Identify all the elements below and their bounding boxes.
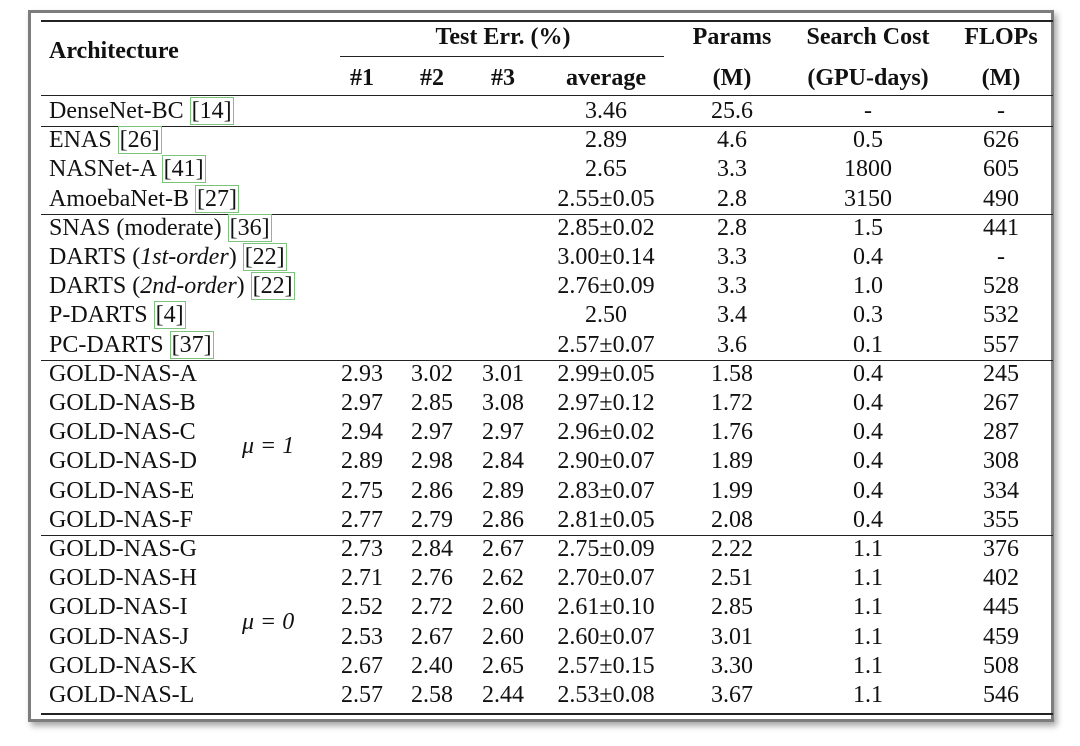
cell-avg: 2.55±0.05	[557, 185, 655, 212]
architecture-name-text: GOLD-NAS-H	[49, 565, 197, 592]
cell-params: 3.3	[717, 273, 747, 300]
cell-cost: 0.4	[853, 360, 883, 387]
cell-flops: 441	[983, 214, 1019, 241]
cell-params: 3.4	[717, 302, 747, 329]
architecture-name	[49, 623, 189, 651]
architecture-name	[49, 243, 287, 271]
cell-avg: 2.76±0.09	[557, 273, 655, 300]
cell-cost: 1.1	[853, 623, 883, 650]
cell-cost: 0.4	[853, 390, 883, 416]
cell-params: 2.8	[717, 185, 747, 212]
header-col3: #3	[491, 65, 515, 91]
architecture-name-suffix: )	[228, 244, 243, 270]
header-search-cost-unit: (GPU-days)	[807, 65, 929, 91]
cell-e2: 2.85	[411, 390, 453, 416]
mu-label: μ = 0	[242, 608, 295, 635]
architecture-name-text: NASNet-A	[49, 156, 162, 183]
header-search-cost: Search Cost	[806, 24, 930, 50]
cell-e2: 2.67	[411, 623, 453, 650]
cell-cost: 0.1	[853, 331, 883, 358]
cell-flops: 402	[983, 565, 1019, 592]
cell-avg: 2.96±0.02	[557, 419, 655, 446]
cell-cost: -	[864, 98, 872, 124]
architecture-name	[49, 477, 194, 505]
architecture-name-variant: 1st-order	[140, 244, 229, 270]
citation-link[interactable]: [22]	[244, 244, 285, 270]
citation-link[interactable]: [37]	[171, 331, 212, 358]
citation-link[interactable]: [4]	[155, 302, 184, 329]
cell-avg: 2.70±0.07	[557, 565, 655, 592]
citation-link[interactable]: [41]	[163, 156, 204, 183]
architecture-name	[49, 155, 206, 183]
cell-flops: 445	[983, 594, 1019, 621]
cell-cost: 0.5	[853, 127, 883, 154]
cell-avg: 2.65	[585, 156, 627, 183]
architecture-name	[49, 535, 197, 563]
architecture-name	[49, 214, 272, 242]
cell-e1: 2.93	[341, 360, 383, 387]
cell-e2: 2.84	[411, 536, 453, 562]
cell-avg: 2.57±0.07	[557, 331, 655, 358]
cell-params: 1.58	[711, 360, 753, 387]
cell-avg: 2.89	[585, 127, 627, 154]
cell-e2: 2.97	[411, 419, 453, 446]
cell-cost: 0.4	[853, 448, 883, 475]
cell-cost: 1.1	[853, 652, 883, 679]
architecture-name-prefix: DARTS (	[49, 273, 141, 300]
architecture-name-text: GOLD-NAS-F	[49, 506, 193, 533]
cell-avg: 2.53±0.08	[557, 682, 655, 708]
cell-cost: 0.4	[853, 419, 883, 446]
architecture-name-text: GOLD-NAS-J	[49, 623, 189, 650]
header-col1: #1	[350, 65, 374, 91]
header-params-unit: (M)	[712, 65, 752, 91]
cell-flops: 376	[983, 536, 1019, 562]
architecture-name	[49, 97, 234, 125]
architecture-name	[49, 360, 197, 388]
cell-flops: 459	[983, 623, 1019, 650]
cell-params: 2.08	[711, 506, 753, 533]
cell-e3: 2.86	[482, 506, 524, 533]
cell-e1: 2.67	[341, 652, 383, 679]
citation-link[interactable]: [14]	[191, 98, 232, 124]
architecture-name-text: GOLD-NAS-E	[49, 477, 195, 504]
cell-e3: 2.89	[482, 477, 524, 504]
cell-e3: 2.60	[482, 594, 524, 621]
cell-params: 3.6	[717, 331, 747, 358]
cell-e2: 2.76	[411, 565, 453, 592]
cell-flops: 355	[983, 506, 1019, 533]
cell-avg: 2.50	[585, 302, 627, 329]
architecture-name-text: GOLD-NAS-L	[49, 682, 195, 708]
cell-params: 2.8	[717, 214, 747, 241]
cell-e2: 2.58	[411, 682, 453, 708]
cell-e1: 2.94	[341, 419, 383, 446]
cell-e1: 2.71	[341, 565, 383, 592]
cell-flops: 267	[983, 390, 1019, 416]
architecture-name	[49, 331, 214, 359]
cell-flops: 626	[983, 127, 1019, 154]
cell-e1: 2.73	[341, 536, 383, 562]
cell-avg: 2.57±0.15	[557, 652, 655, 679]
citation-link[interactable]: [26]	[119, 127, 160, 154]
architecture-name-text: GOLD-NAS-D	[49, 448, 197, 475]
architecture-name-variant: 2nd-order	[140, 273, 237, 300]
architecture-name-text: GOLD-NAS-C	[49, 419, 196, 446]
cell-params: 3.30	[711, 652, 753, 679]
cell-flops: 334	[983, 477, 1019, 504]
cell-e2: 2.86	[411, 477, 453, 504]
cell-cost: 0.4	[853, 244, 883, 270]
cell-e2: 2.72	[411, 594, 453, 621]
cell-e3: 2.65	[482, 652, 524, 679]
cell-avg: 2.61±0.10	[557, 594, 655, 621]
cell-avg: 2.83±0.07	[557, 477, 655, 504]
cell-e1: 2.77	[341, 506, 383, 533]
cell-e3: 2.97	[482, 419, 524, 446]
cell-flops: -	[997, 98, 1005, 124]
architecture-name	[49, 564, 197, 592]
cell-e2: 2.98	[411, 448, 453, 475]
cell-e3: 3.08	[482, 390, 524, 416]
header-average: average	[566, 65, 646, 91]
cell-cost: 1.1	[853, 682, 883, 708]
cell-cost: 0.3	[853, 302, 883, 329]
header-test-err: Test Err. (%)	[435, 24, 571, 50]
cell-params: 3.3	[717, 244, 747, 270]
cell-flops: 490	[983, 185, 1019, 212]
architecture-name	[49, 301, 186, 329]
cell-e1: 2.89	[341, 448, 383, 475]
mu-label: μ = 1	[242, 433, 295, 460]
architecture-name-text: GOLD-NAS-B	[49, 390, 196, 416]
header-col2: #2	[420, 65, 444, 91]
architecture-name-text: ENAS	[49, 127, 118, 154]
cell-avg: 2.99±0.05	[557, 360, 655, 387]
header-flops: FLOPs	[964, 24, 1038, 50]
architecture-name-text: GOLD-NAS-K	[49, 652, 197, 679]
architecture-name	[49, 389, 196, 417]
header-bottom-rule	[41, 95, 1053, 96]
cell-cost: 1.0	[853, 273, 883, 300]
cell-params: 4.6	[717, 127, 747, 154]
cell-flops: 605	[983, 156, 1019, 183]
cell-e1: 2.57	[341, 682, 383, 708]
group-rule	[41, 126, 1053, 127]
architecture-name	[49, 418, 196, 446]
cell-e1: 2.53	[341, 623, 383, 650]
cell-cost: 1800	[844, 156, 892, 183]
cell-e2: 2.40	[411, 652, 453, 679]
architecture-name-suffix: )	[236, 273, 251, 300]
cell-flops: 532	[983, 302, 1019, 329]
cell-flops: 546	[983, 682, 1019, 708]
cell-params: 1.89	[711, 448, 753, 475]
cell-params: 25.6	[711, 98, 753, 124]
cell-params: 2.85	[711, 594, 753, 621]
architecture-name	[49, 506, 193, 534]
architecture-name-text: P-DARTS	[49, 302, 154, 329]
architecture-name-prefix: DARTS (	[49, 244, 141, 270]
cell-avg: 2.90±0.07	[557, 448, 655, 475]
citation-link[interactable]: [36]	[229, 214, 270, 241]
architecture-name-text: GOLD-NAS-A	[49, 360, 197, 387]
cell-params: 2.51	[711, 565, 753, 592]
cell-params: 3.01	[711, 623, 753, 650]
cell-avg: 3.00±0.14	[557, 244, 655, 270]
architecture-name	[49, 272, 295, 300]
cell-cost: 1.5	[853, 214, 883, 241]
cell-e3: 2.62	[482, 565, 524, 592]
cell-avg: 2.81±0.05	[557, 506, 655, 533]
citation-link[interactable]: [27]	[196, 185, 237, 212]
cell-avg: 3.46	[585, 98, 627, 124]
header-params: Params	[692, 24, 772, 50]
architecture-name	[49, 652, 197, 680]
cell-e1: 2.75	[341, 477, 383, 504]
architecture-name-text: GOLD-NAS-I	[49, 594, 188, 621]
cell-flops: 557	[983, 331, 1019, 358]
bottom-rule	[41, 713, 1053, 715]
cell-e3: 2.67	[482, 536, 524, 562]
cell-flops: 308	[983, 448, 1019, 475]
cell-params: 3.67	[711, 682, 753, 708]
cell-e1: 2.52	[341, 594, 383, 621]
cell-cost: 1.1	[853, 565, 883, 592]
cell-params: 3.3	[717, 156, 747, 183]
architecture-name	[49, 126, 162, 154]
cell-e2: 2.79	[411, 506, 453, 533]
cell-flops: 245	[983, 360, 1019, 387]
cell-cost: 0.4	[853, 477, 883, 504]
architecture-name	[49, 447, 197, 475]
architecture-name-text: DenseNet-BC	[49, 98, 190, 124]
cell-cost: 1.1	[853, 594, 883, 621]
header-architecture: Architecture	[49, 38, 179, 64]
cell-params: 1.72	[711, 390, 753, 416]
cell-params: 2.22	[711, 536, 753, 562]
cell-flops: -	[997, 244, 1005, 270]
architecture-name	[49, 681, 194, 709]
top-rule	[41, 20, 1053, 22]
cell-e3: 3.01	[482, 360, 524, 387]
architecture-name	[49, 185, 239, 213]
header-flops-unit: (M)	[981, 65, 1021, 91]
cell-e3: 2.44	[482, 682, 524, 708]
cell-avg: 2.75±0.09	[557, 536, 655, 562]
cell-flops: 508	[983, 652, 1019, 679]
citation-link[interactable]: [22]	[252, 273, 293, 300]
cell-avg: 2.97±0.12	[557, 390, 655, 416]
architecture-name	[49, 593, 188, 621]
architecture-name-text: SNAS (moderate)	[49, 214, 228, 241]
header-partial-rule	[340, 56, 664, 57]
cell-e1: 2.97	[341, 390, 383, 416]
cell-flops: 528	[983, 273, 1019, 300]
architecture-name-text: AmoebaNet-B	[49, 185, 195, 212]
cell-e2: 3.02	[411, 360, 453, 387]
cell-params: 1.76	[711, 419, 753, 446]
cell-cost: 3150	[844, 185, 892, 212]
cell-avg: 2.85±0.02	[557, 214, 655, 241]
architecture-name-text: PC-DARTS	[49, 331, 170, 358]
cell-params: 1.99	[711, 477, 753, 504]
cell-e3: 2.84	[482, 448, 524, 475]
cell-avg: 2.60±0.07	[557, 623, 655, 650]
cell-cost: 1.1	[853, 536, 883, 562]
architecture-name-text: GOLD-NAS-G	[49, 536, 197, 562]
cell-flops: 287	[983, 419, 1019, 446]
cell-e3: 2.60	[482, 623, 524, 650]
cell-cost: 0.4	[853, 506, 883, 533]
